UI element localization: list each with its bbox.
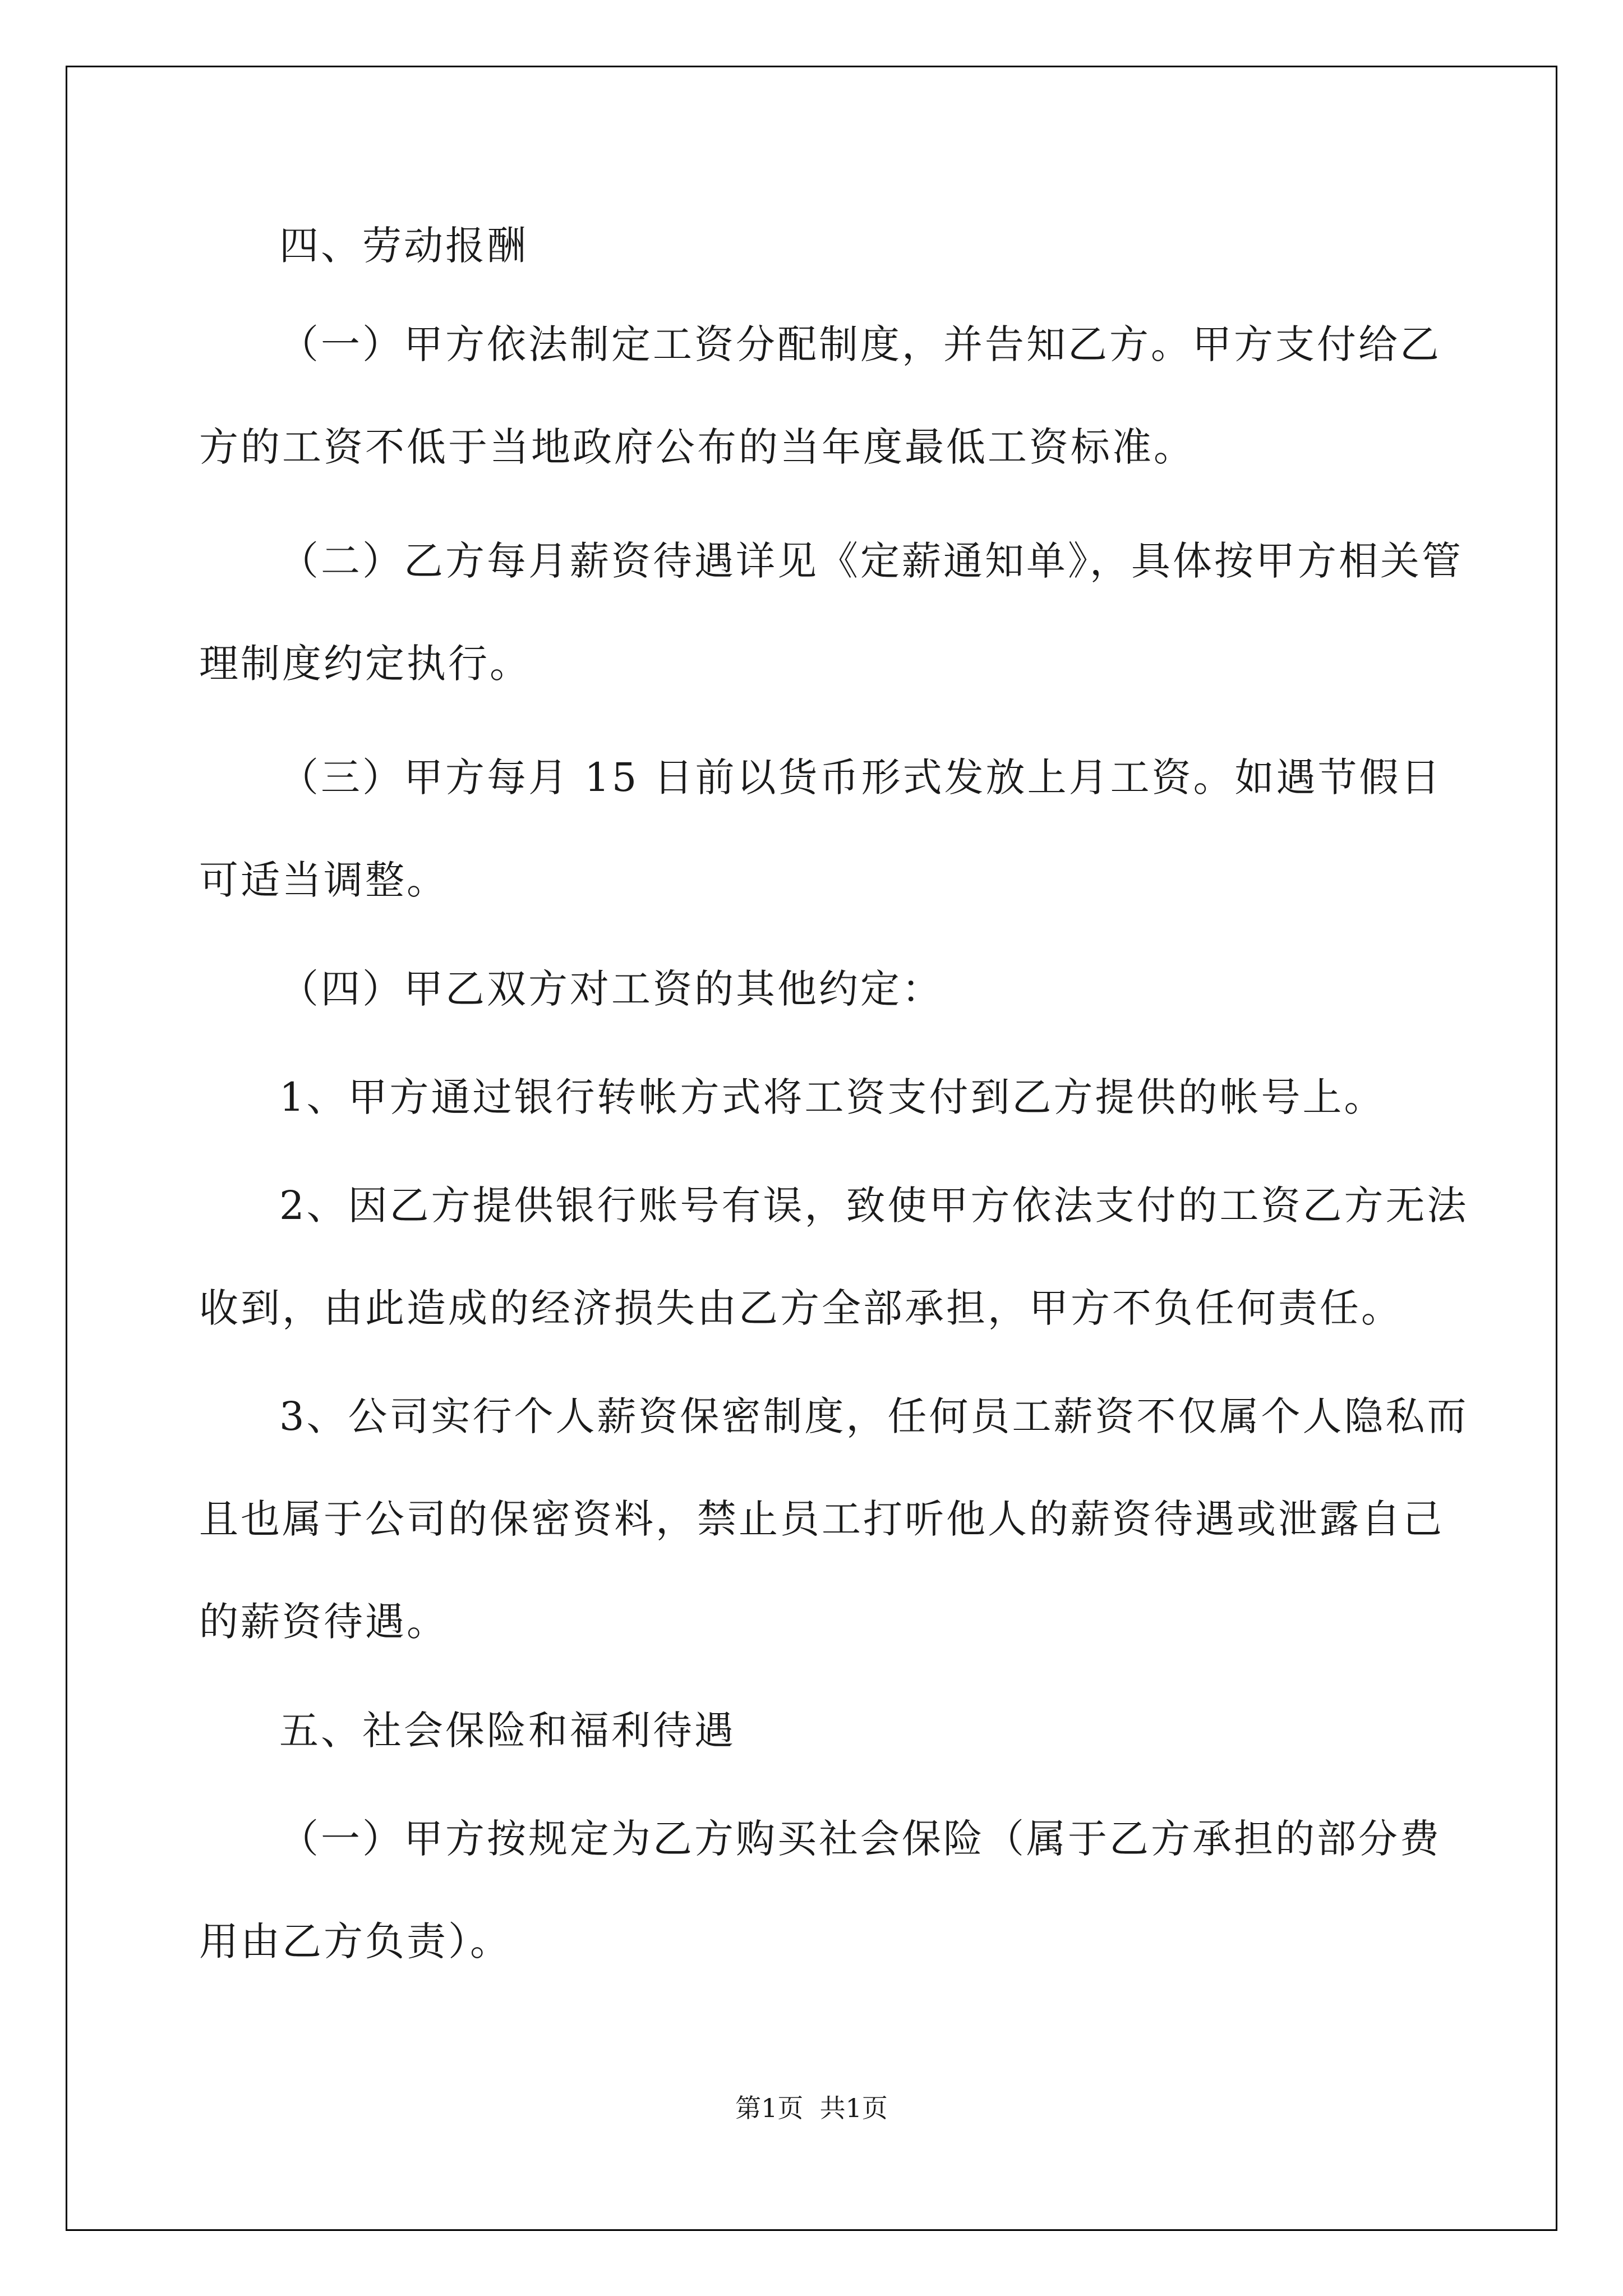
paragraph-line: 3、公司实行个人薪资保密制度，任何员工薪资不仅属个人隐私而 [279,1393,1469,1439]
paragraph-line: 理制度约定执行。 [199,641,531,687]
paragraph-line: （三）甲方每月 15 日前以货币形式发放上月工资。如遇节假日 [279,754,1442,800]
section-heading-5: 五、社会保险和福利待遇 [279,1708,736,1754]
page-border [66,66,1557,2231]
paragraph-line: （一）甲方依法制定工资分配制度，并告知乙方。甲方支付给乙 [279,321,1441,367]
paragraph-line: 2、因乙方提供银行账号有误，致使甲方依法支付的工资乙方无法 [279,1182,1469,1228]
paragraph-line: 收到，由此造成的经济损失由乙方全部承担，甲方不负任何责任。 [199,1285,1403,1331]
paragraph-line: 1、甲方通过银行转帐方式将工资支付到乙方提供的帐号上。 [279,1074,1386,1120]
paragraph-line: （四）甲乙双方对工资的其他约定： [279,966,943,1012]
paragraph-line: （二）乙方每月薪资待遇详见《定薪通知单》，具体按甲方相关管 [279,538,1463,584]
paragraph-line: 用由乙方负责）。 [199,1918,511,1964]
paragraph-line: （一）甲方按规定为乙方购买社会保险（属于乙方承担的部分费 [279,1816,1441,1862]
paragraph-line: 方的工资不低于当地政府公布的当年度最低工资标准。 [199,424,1195,470]
paragraph-line: 且也属于公司的保密资料，禁止员工打听他人的薪资待遇或泄露自己 [199,1496,1444,1542]
section-heading-4: 四、劳动报酬 [279,223,528,269]
paragraph-line: 可适当调整。 [199,857,448,903]
paragraph-line: 的薪资待遇。 [199,1599,448,1645]
page-number: 第1页 共1页 [735,2093,888,2123]
